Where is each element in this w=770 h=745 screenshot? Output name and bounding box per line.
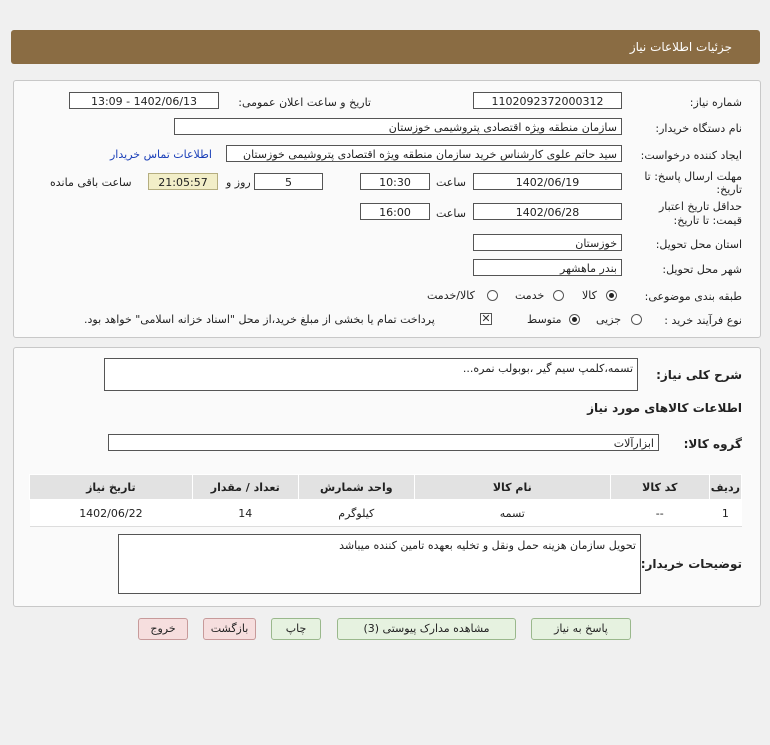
contact-buyer-link[interactable]: اطلاعات تماس خریدار xyxy=(110,148,212,161)
creator-field: سید حاتم علوی کارشناس خرید سازمان منطقه ویژه اقتصادی پتروشیمی خوزستان xyxy=(226,145,622,162)
province-field: خوزستان xyxy=(473,234,622,251)
goods-section-title: اطلاعات کالاهای مورد نیاز xyxy=(587,401,742,415)
summary-field: تسمه،کلمپ سیم گیر ،بوبولب نمره... xyxy=(104,358,638,391)
cell-need-date: 1402/06/22 xyxy=(30,500,193,527)
goods-group-field: ابزارآلات xyxy=(108,434,659,451)
deadline-label-2: تاریخ: xyxy=(716,183,742,196)
category-service-label: خدمت xyxy=(515,289,545,302)
cell-quantity: 14 xyxy=(192,500,298,527)
back-button[interactable]: بازگشت xyxy=(203,618,256,640)
buyer-org-label: نام دستگاه خریدار: xyxy=(655,122,742,135)
days-field: 5 xyxy=(254,173,323,190)
category-goods-radio[interactable] xyxy=(606,290,617,301)
cell-row-number: 1 xyxy=(709,500,741,527)
goods-group-label: گروه کالا: xyxy=(683,437,742,451)
buyer-notes-field: تحویل سازمان هزینه حمل ونقل و تخلیه بعهده تامین کننده میباشد xyxy=(118,534,641,594)
col-item-code: کد کالا xyxy=(610,475,709,500)
announce-field: 1402/06/13 - 13:09 xyxy=(69,92,219,109)
process-small-label: جزیی xyxy=(596,313,622,326)
reply-button[interactable]: پاسخ به نیاز xyxy=(531,618,631,640)
days-label: روز و xyxy=(226,176,251,189)
process-small-radio[interactable] xyxy=(631,314,642,325)
cell-item-name: تسمه xyxy=(414,500,610,527)
city-label: شهر محل تحویل: xyxy=(662,263,742,276)
need-number-field: 1102092372000312 xyxy=(473,92,622,109)
category-service-radio[interactable] xyxy=(553,290,564,301)
need-number-label: شماره نیاز: xyxy=(689,96,742,109)
attachments-button[interactable]: مشاهده مدارک پیوستی (3) xyxy=(337,618,516,640)
validity-time-label: ساعت xyxy=(436,207,466,220)
payment-note: پرداخت تمام یا بخشی از مبلغ خرید،از محل "اسناد خزانه اسلامی" خواهد بود. xyxy=(84,313,435,326)
exit-button[interactable]: خروج xyxy=(138,618,188,640)
announce-label: تاریخ و ساعت اعلان عمومی: xyxy=(238,96,371,109)
category-label: طبقه بندی موضوعی: xyxy=(644,290,742,303)
category-goods-service-radio[interactable] xyxy=(487,290,498,301)
category-goods-label: کالا xyxy=(582,289,597,302)
col-need-date: تاریخ نیاز xyxy=(30,475,193,500)
remaining-label: ساعت باقی مانده xyxy=(50,176,132,189)
col-row-number: ردیف xyxy=(709,475,741,500)
buyer-notes-label: توضیحات خریدار: xyxy=(640,557,742,571)
col-unit: واحد شمارش xyxy=(298,475,414,500)
process-medium-label: متوسط xyxy=(527,313,562,326)
col-item-name: نام کالا xyxy=(414,475,610,500)
deadline-date-field: 1402/06/19 xyxy=(473,173,622,190)
validity-label-2: قیمت: تا تاریخ: xyxy=(673,214,742,227)
cell-item-code: -- xyxy=(610,500,709,527)
page-title: جزئیات اطلاعات نیاز xyxy=(629,40,732,54)
print-button[interactable]: چاپ xyxy=(271,618,321,640)
process-medium-radio[interactable] xyxy=(569,314,580,325)
goods-table xyxy=(29,474,742,527)
deadline-time-field: 10:30 xyxy=(360,173,430,190)
validity-time-field: 16:00 xyxy=(360,203,430,220)
remaining-time-field: 21:05:57 xyxy=(148,173,218,190)
deadline-label-1: مهلت ارسال پاسخ: تا xyxy=(644,170,742,183)
page-header xyxy=(11,30,760,64)
category-goods-service-label: کالا/خدمت xyxy=(427,289,475,302)
validity-label-1: حداقل تاریخ اعتبار xyxy=(658,200,742,213)
treasury-payment-checkbox[interactable]: ✕ xyxy=(481,312,491,325)
col-quantity: تعداد / مقدار xyxy=(192,475,298,500)
goods-table-header xyxy=(30,475,742,500)
buyer-org-field: سازمان منطقه ویژه اقتصادی پتروشیمی خوزستان xyxy=(174,118,622,135)
province-label: استان محل تحویل: xyxy=(655,238,742,251)
deadline-time-label: ساعت xyxy=(436,176,466,189)
table-row xyxy=(30,500,742,527)
city-field: بندر ماهشهر xyxy=(473,259,622,276)
creator-label: ایجاد کننده درخواست: xyxy=(640,149,742,162)
validity-date-field: 1402/06/28 xyxy=(473,203,622,220)
summary-label: شرح کلی نیاز: xyxy=(656,368,742,382)
process-label: نوع فرآیند خرید : xyxy=(664,314,742,327)
cell-unit: کیلوگرم xyxy=(298,500,414,527)
